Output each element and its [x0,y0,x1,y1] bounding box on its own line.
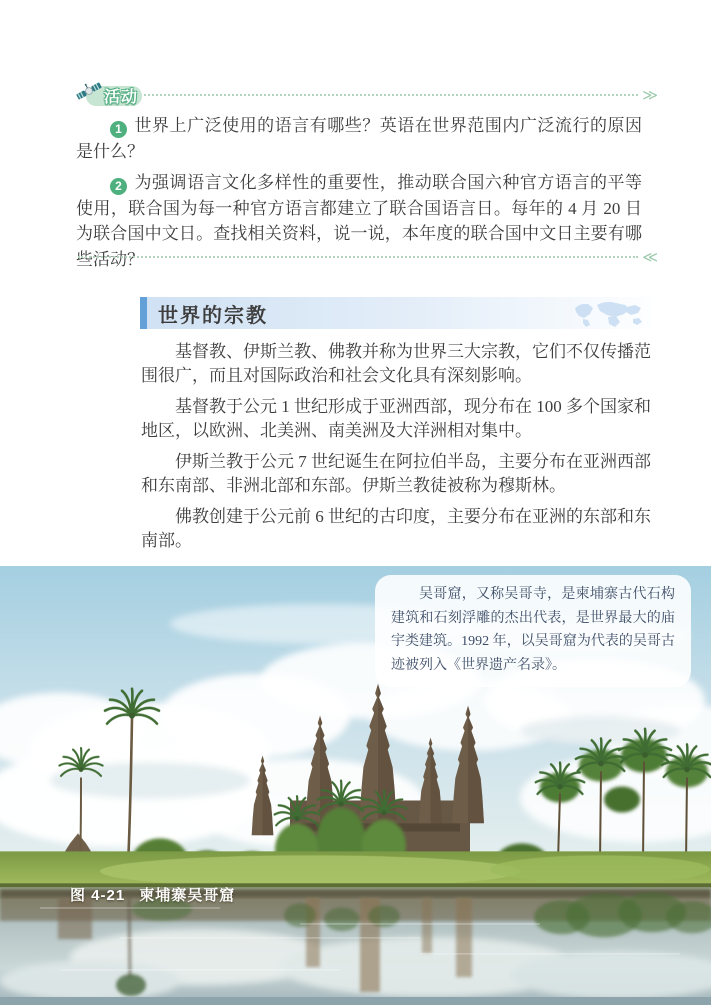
world-map-icon [571,299,647,334]
section-paragraph: 基督教于公元 1 世纪形成于亚洲西部，现分布在 100 多个国家和地区，以欧洲、北美洲、南美洲及大洋洲相对集中。 [141,397,651,440]
question-text: 世界上广泛使用的语言有哪些？英语在世界范围内广泛流行的原因是什么？ [76,116,642,161]
question-text: 为强调语言文化多样性的重要性，推动联合国六种官方语言的平等使用，联合国为每一种官方语言都建立了联合国语言日。每年的 4 月 20 日为联合国中文日。查找相关资料，说一说，本年度的联合国中文日主要有哪些活动？ [76,173,642,269]
section-paragraph: 佛教创建于公元前 6 世纪的古印度，主要分布在亚洲的东部和东南部。 [141,507,651,551]
section-paragraph: 基督教、伊斯兰教、佛教并称为世界三大宗教，它们不仅传播范围很广，而且对国际政治和社会文化具有深刻影响。 [141,342,651,385]
activity-header [78,82,655,108]
section-paragraph: 伊斯兰教于公元 7 世纪诞生在阿拉伯半岛，主要分布在亚洲西部和东南部、非洲北部和东部。伊斯兰教徒被称为穆斯林。 [141,452,651,495]
chevron-right-icon: ≫ [642,85,655,104]
dotted-rule-bottom [78,256,638,258]
activity-footer [76,249,655,265]
dotted-rule-top [144,94,638,96]
section-title: 世界的宗教 [158,304,268,327]
section-header [140,297,651,329]
figure-photo [0,566,711,1005]
chevron-left-icon: ≪ [642,247,655,266]
figure-caption-number: 图 4-21 [70,887,126,904]
section-body [141,340,651,560]
section-accent-bar [140,297,147,329]
photo-annotation: 吴哥窟，又称吴哥寺，是柬埔寨古代石构建筑和石刻浮雕的杰出代表，是世界最大的庙宇类建筑。1992 年，以吴哥窟为代表的吴哥古迹被列入《世界遗产名录》。 [375,575,691,687]
satellite-icon [74,78,104,109]
question-item [76,113,642,164]
figure-caption-text: 柬埔寨吴哥窟 [139,887,236,904]
question-number-badge: 2 [110,178,127,195]
activity-badge [78,82,142,108]
question-number-badge: 1 [110,121,127,138]
activity-badge-label: 活动 [104,89,139,106]
figure-caption [70,884,235,905]
